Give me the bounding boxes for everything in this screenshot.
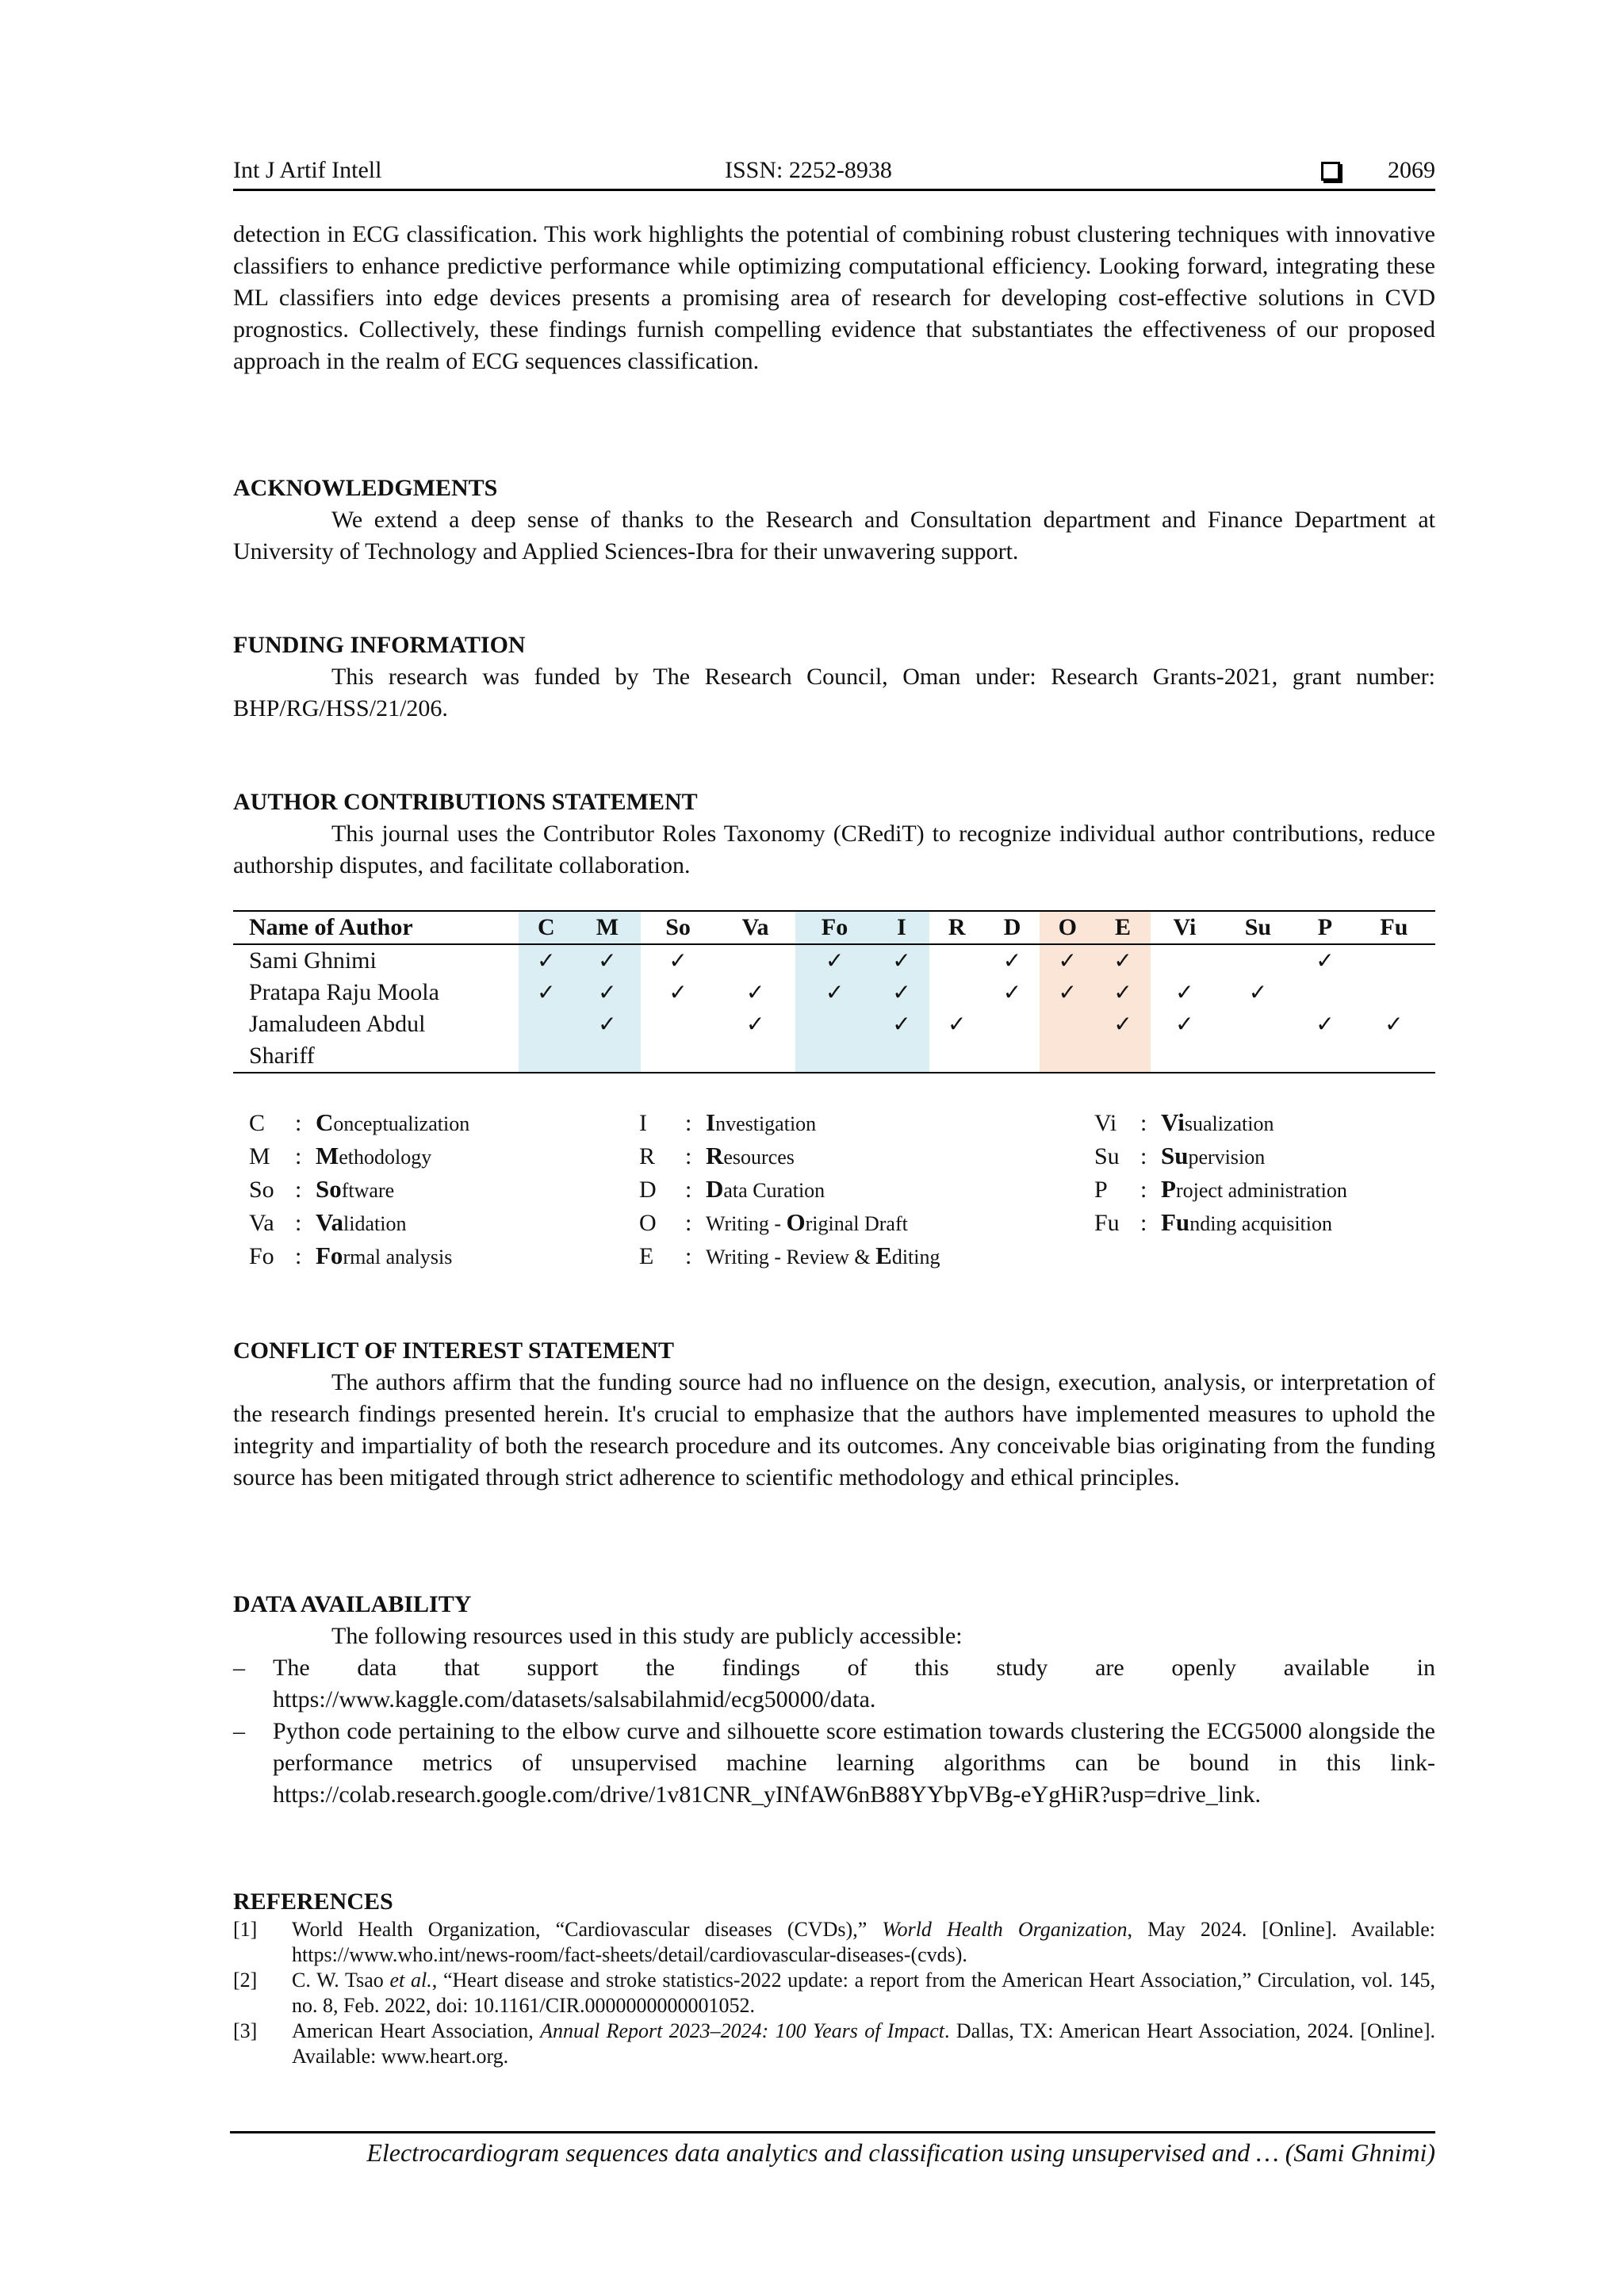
author-contributions-title: AUTHOR CONTRIBUTIONS STATEMENT — [233, 789, 698, 815]
checkmark-icon: ✓ — [745, 1011, 765, 1037]
legend-colon: : — [295, 1143, 302, 1169]
checkmark-icon: ✓ — [598, 979, 617, 1005]
contribution-cell — [519, 977, 574, 1008]
contribution-cell — [1353, 977, 1435, 1008]
legend-colon: : — [295, 1243, 302, 1269]
legend-bold: Va — [316, 1208, 344, 1236]
legend-colon: : — [1140, 1210, 1147, 1236]
table-row — [233, 944, 1435, 977]
legend-rest: sualization — [1184, 1112, 1274, 1135]
contribution-cell — [1095, 977, 1151, 1008]
conflict-section — [233, 1335, 1435, 1494]
column-header: Vi — [1173, 914, 1197, 940]
checkmark-icon: ✓ — [1316, 947, 1335, 974]
checkmark-icon: ✓ — [892, 947, 911, 974]
contribution-cell — [929, 977, 985, 1008]
contribution-cell — [1095, 1008, 1151, 1040]
legend-abbr: O — [639, 1210, 657, 1236]
legend-bold: M — [316, 1142, 339, 1169]
checkmark-icon: ✓ — [745, 979, 765, 1005]
intro-section — [233, 219, 1435, 377]
reference-source: Annual Report 2023–2024: 100 Years of Impact — [540, 2019, 944, 2042]
data-availability-title: DATA AVAILABILITY — [233, 1591, 472, 1617]
legend-colon: : — [295, 1210, 302, 1236]
checkmark-icon: ✓ — [825, 947, 845, 974]
legend-bold: Fo — [316, 1242, 343, 1269]
acknowledgments-section — [233, 473, 1435, 568]
data-availability-item-2: Python code pertaining to the elbow curve and silhouette score estimation towards clustering the ECG5000 alongside the performance metrics of unsupervised machine learning algorithms can be bound in this link- https://colab.research.google.com/drive/1v81CNR_yINfAW6nB88YYbpVBg-eYgHiR?usp=drive_link. — [273, 1718, 1435, 1808]
legend-item — [639, 1240, 940, 1273]
checkmark-icon: ✓ — [1175, 979, 1194, 1005]
dash-bullet: – — [233, 1718, 245, 1744]
checkmark-icon: ✓ — [598, 1011, 617, 1037]
legend-abbr: Fu — [1094, 1210, 1120, 1236]
funding-title: FUNDING INFORMATION — [233, 632, 526, 658]
contribution-cell — [795, 944, 874, 977]
legend-colon: : — [685, 1210, 692, 1236]
reference-number: [2] — [233, 1969, 258, 1992]
contribution-cell — [519, 944, 574, 977]
column-header: M — [574, 911, 641, 944]
contribution-cell — [641, 1008, 715, 1040]
page-number: 2069 — [1388, 157, 1435, 183]
legend-item — [639, 1207, 940, 1240]
legend-rest: pervision — [1188, 1146, 1266, 1169]
checkmark-icon: ✓ — [537, 979, 556, 1005]
checkmark-icon: ✓ — [1058, 947, 1078, 974]
legend-prefix: Writing - Review & — [706, 1246, 876, 1269]
legend-rest: ata Curation — [723, 1179, 825, 1202]
contribution-cell — [985, 1008, 1040, 1040]
legend-rest: nvestigation — [715, 1112, 817, 1135]
list-item — [233, 1716, 1435, 1811]
reference-number: [3] — [233, 2019, 258, 2042]
contribution-cell — [1297, 1008, 1353, 1040]
reference-text: , May 2024. [Online]. Available: https://www.who.int/news-room/fact-sheets/detail/cardiovascular-diseases-(cvds). — [292, 1918, 1435, 1966]
legend-item — [639, 1107, 940, 1140]
contribution-cell — [874, 977, 929, 1008]
legend-bold: So — [316, 1175, 342, 1203]
column-header: Fo — [795, 911, 874, 944]
author-contributions-text: This journal uses the Contributor Roles Taxonomy (CRediT) to recognize individual author contributions, reduce authorship disputes, and facilitate collaboration. — [233, 821, 1435, 878]
legend-abbr: Su — [1094, 1143, 1120, 1169]
running-header — [233, 155, 1435, 191]
contribution-cell — [1040, 1040, 1095, 1073]
checkmark-icon: ✓ — [668, 947, 688, 974]
contribution-cell — [1297, 944, 1353, 977]
funding-section — [233, 629, 1435, 725]
contribution-cell — [641, 1040, 715, 1073]
contribution-cell — [1219, 1008, 1297, 1040]
legend-colon: : — [1140, 1143, 1147, 1169]
legend-colon: : — [1140, 1177, 1147, 1203]
contribution-cell — [1151, 977, 1219, 1008]
contribution-cell — [1219, 944, 1297, 977]
column-header: Va — [741, 914, 769, 940]
legend-rest: ethodology — [339, 1146, 432, 1169]
contribution-cell — [574, 1008, 641, 1040]
checkmark-icon: ✓ — [537, 947, 556, 974]
contribution-cell — [519, 1040, 574, 1073]
table-body — [233, 944, 1435, 1073]
contribution-cell — [929, 1040, 985, 1073]
legend-abbr: Vi — [1094, 1110, 1117, 1136]
legend-abbr: P — [1094, 1177, 1108, 1203]
legend-abbr: M — [249, 1143, 270, 1169]
legend-rest: lidation — [343, 1212, 407, 1235]
column-header: Su — [1244, 914, 1272, 940]
reference-text: , “Heart disease and stroke statistics-2022 update: a report from the American Heart Association,” Circulation, vol. 145, no. 8, Feb. 2022, doi: 10.1161/CIR.0000000000001052. — [292, 1969, 1435, 2017]
reference-source: World Health Organization — [882, 1918, 1128, 1941]
contribution-cell — [519, 1008, 574, 1040]
legend-bold: Fu — [1161, 1208, 1190, 1236]
legend-item — [1094, 1173, 1347, 1207]
checkmark-icon: ✓ — [1113, 1011, 1132, 1037]
legend-rest: roject administration — [1175, 1179, 1347, 1202]
references-title: REFERENCES — [233, 1888, 393, 1915]
legend-item — [1094, 1140, 1347, 1173]
legend-rest: ftware — [341, 1179, 395, 1202]
contribution-cell — [715, 1040, 795, 1073]
checkmark-icon: ✓ — [598, 947, 617, 974]
author-name: Jamaludeen Abdul — [249, 1011, 426, 1037]
square-icon — [1321, 162, 1340, 181]
dash-bullet: – — [233, 1655, 245, 1681]
legend-bold: P — [1161, 1175, 1176, 1203]
legend-bold: D — [706, 1175, 724, 1203]
column-header: O — [1040, 911, 1095, 944]
legend-bold: C — [316, 1108, 334, 1136]
intro-paragraph: detection in ECG classification. This work highlights the potential of combining robust clustering techniques with innovative classifiers to enhance predictive performance while optimizing computational efficiency. Looking forward, integrating these ML classifiers into edge devices presents a promising area of research for developing cost-effective solutions in CVD prognostics. Collectively, these findings furnish compelling evidence that substantiates the effectiveness of our proposed approach in the realm of ECG sequences classification. — [233, 221, 1435, 374]
author-name: Pratapa Raju Moola — [249, 979, 439, 1005]
legend-rest: esources — [723, 1146, 795, 1169]
contribution-cell — [929, 944, 985, 977]
running-footer — [230, 2131, 1435, 2168]
contribution-cell — [874, 944, 929, 977]
legend-abbr: R — [639, 1143, 656, 1169]
contribution-cell — [641, 977, 715, 1008]
contribution-cell — [874, 1008, 929, 1040]
legend-abbr: C — [249, 1110, 266, 1136]
legend-column-1 — [249, 1107, 469, 1273]
checkmark-icon: ✓ — [1248, 979, 1268, 1005]
reference-number: [1] — [233, 1918, 258, 1941]
contributions-table — [233, 910, 1435, 1073]
contribution-cell — [1297, 977, 1353, 1008]
contribution-cell — [1219, 977, 1297, 1008]
funding-text: This research was funded by The Research Council, Oman under: Research Grants-2021, grant number: BHP/RG/HSS/21/206. — [233, 664, 1435, 721]
contribution-cell — [715, 944, 795, 977]
column-header: Fu — [1380, 914, 1408, 940]
contribution-cell — [795, 977, 874, 1008]
legend-colon: : — [1140, 1110, 1147, 1136]
column-header: R — [948, 914, 966, 940]
legend-colon: : — [685, 1110, 692, 1136]
table-header-row — [233, 911, 1435, 944]
checkmark-icon: ✓ — [825, 979, 845, 1005]
legend-item — [639, 1140, 940, 1173]
legend-item — [1094, 1207, 1347, 1240]
contribution-cell — [795, 1040, 874, 1073]
table-row — [233, 1040, 1435, 1073]
table-row — [233, 977, 1435, 1008]
contribution-cell — [1151, 1008, 1219, 1040]
legend-bold: I — [706, 1108, 716, 1136]
legend-abbr: Fo — [249, 1243, 274, 1269]
legend-item — [249, 1140, 469, 1173]
contribution-cell — [574, 944, 641, 977]
legend-rest: diting — [891, 1246, 940, 1269]
checkmark-icon: ✓ — [892, 1011, 911, 1037]
column-header: E — [1095, 911, 1151, 944]
references-section — [233, 1887, 1435, 2069]
conflict-title: CONFLICT OF INTEREST STATEMENT — [233, 1337, 674, 1364]
legend-bold: Vi — [1161, 1108, 1185, 1136]
legend-rest: rmal analysis — [343, 1246, 453, 1269]
contribution-cell — [1040, 1008, 1095, 1040]
footer-text: Electrocardiogram sequences data analytics and classification using unsupervised and … (Sami Ghnimi) — [366, 2138, 1435, 2167]
legend-colon: : — [685, 1143, 692, 1169]
reference-text: American Heart Association, — [292, 2019, 541, 2042]
legend-colon: : — [295, 1110, 302, 1136]
contribution-cell — [1353, 1040, 1435, 1073]
checkmark-icon: ✓ — [1385, 1011, 1404, 1037]
legend-rest: nding acquisition — [1189, 1212, 1333, 1235]
contribution-cell — [795, 1008, 874, 1040]
list-item — [233, 1652, 1435, 1716]
author-name: Sami Ghnimi — [249, 947, 377, 974]
checkmark-icon: ✓ — [892, 979, 911, 1005]
contribution-cell — [929, 1008, 985, 1040]
contribution-cell — [1219, 1040, 1297, 1073]
legend-item — [249, 1207, 469, 1240]
legend-bold: Su — [1161, 1142, 1189, 1169]
legend-abbr: I — [639, 1110, 647, 1136]
legend-colon: : — [295, 1177, 302, 1203]
legend-item — [249, 1107, 469, 1140]
contribution-cell — [1353, 1008, 1435, 1040]
legend-abbr: So — [249, 1177, 274, 1203]
reference-1 — [233, 1917, 1435, 1968]
checkmark-icon: ✓ — [668, 979, 688, 1005]
checkmark-icon: ✓ — [1058, 979, 1078, 1005]
acknowledgments-title: ACKNOWLEDGMENTS — [233, 475, 498, 501]
contribution-cell — [985, 1040, 1040, 1073]
legend-item — [1094, 1107, 1347, 1140]
contribution-cell — [874, 1040, 929, 1073]
column-header: So — [665, 914, 691, 940]
legend-rest: riginal Draft — [805, 1212, 908, 1235]
legend-item — [249, 1173, 469, 1207]
contribution-cell — [1151, 1040, 1219, 1073]
legend-column-3 — [1094, 1107, 1347, 1240]
reference-2 — [233, 1968, 1435, 2019]
data-availability-intro: The following resources used in this study are publicly accessible: — [331, 1623, 963, 1649]
checkmark-icon: ✓ — [1113, 947, 1132, 974]
reference-source: et al. — [389, 1969, 432, 1992]
column-header: I — [874, 911, 929, 944]
name-header: Name of Author — [249, 914, 413, 940]
legend-item — [249, 1240, 469, 1273]
author-name: Shariff — [249, 1043, 315, 1069]
contribution-cell — [1151, 944, 1219, 977]
checkmark-icon: ✓ — [1175, 1011, 1194, 1037]
contribution-cell — [574, 1040, 641, 1073]
data-availability-section — [233, 1589, 1435, 1811]
contribution-cell — [1297, 1040, 1353, 1073]
contribution-cell — [1040, 977, 1095, 1008]
checkmark-icon: ✓ — [1002, 979, 1022, 1005]
reference-text: . Dallas, TX: American Heart Association, 2024. [Online]. Available: www.heart.org. — [292, 2019, 1435, 2068]
checkmark-icon: ✓ — [948, 1011, 967, 1037]
contribution-cell — [1095, 944, 1151, 977]
contribution-cell — [641, 944, 715, 977]
column-header: C — [519, 911, 574, 944]
author-contributions-section — [233, 786, 1435, 882]
data-availability-item-1: The data that support the findings of this study are openly available in https://www.kaggle.com/datasets/salsabilahmid/ecg50000/data. — [273, 1655, 1435, 1712]
checkmark-icon: ✓ — [1316, 1011, 1335, 1037]
legend-abbr: Va — [249, 1210, 274, 1236]
legend-item — [639, 1173, 940, 1207]
conflict-text: The authors affirm that the funding source had no influence on the design, execution, analysis, or interpretation of the research findings presented herein. It's crucial to emphasize that the authors have implemented measures to uphold the integrity and impartiality of both the research procedure and its outcomes. Any conceivable bias originating from the funding source has been mitigated through strict adherence to scientific methodology and ethical principles. — [233, 1369, 1435, 1490]
legend-prefix: Writing - — [706, 1212, 787, 1235]
legend-bold: E — [875, 1242, 892, 1269]
contribution-cell — [715, 977, 795, 1008]
journal-name: Int J Artif Intell — [233, 157, 382, 183]
column-header: P — [1317, 914, 1333, 940]
contribution-cell — [985, 944, 1040, 977]
contribution-cell — [1040, 944, 1095, 977]
issn: ISSN: 2252-8938 — [725, 157, 892, 183]
column-header: D — [1003, 914, 1021, 940]
contribution-cell — [574, 977, 641, 1008]
contribution-cell — [985, 977, 1040, 1008]
reference-text: C. W. Tsao — [292, 1969, 390, 1992]
contribution-cell — [715, 1008, 795, 1040]
acknowledgments-text: We extend a deep sense of thanks to the Research and Consultation department and Finance Department at University of Technology and Applied Sciences-Ibra for their unwavering support. — [233, 507, 1435, 564]
checkmark-icon: ✓ — [1002, 947, 1022, 974]
legend-bold: O — [786, 1208, 806, 1236]
legend-column-2 — [639, 1107, 940, 1273]
legend-abbr: E — [639, 1243, 654, 1269]
legend-colon: : — [685, 1243, 692, 1269]
legend-abbr: D — [639, 1177, 657, 1203]
checkmark-icon: ✓ — [1113, 979, 1132, 1005]
reference-text: World Health Organization, “Cardiovascular diseases (CVDs),” — [292, 1918, 883, 1941]
legend-rest: onceptualization — [333, 1112, 470, 1135]
table-row — [233, 1008, 1435, 1040]
legend-colon: : — [685, 1177, 692, 1203]
reference-3 — [233, 2019, 1435, 2069]
legend-bold: R — [706, 1142, 724, 1169]
contribution-cell — [1095, 1040, 1151, 1073]
contribution-cell — [1353, 944, 1435, 977]
